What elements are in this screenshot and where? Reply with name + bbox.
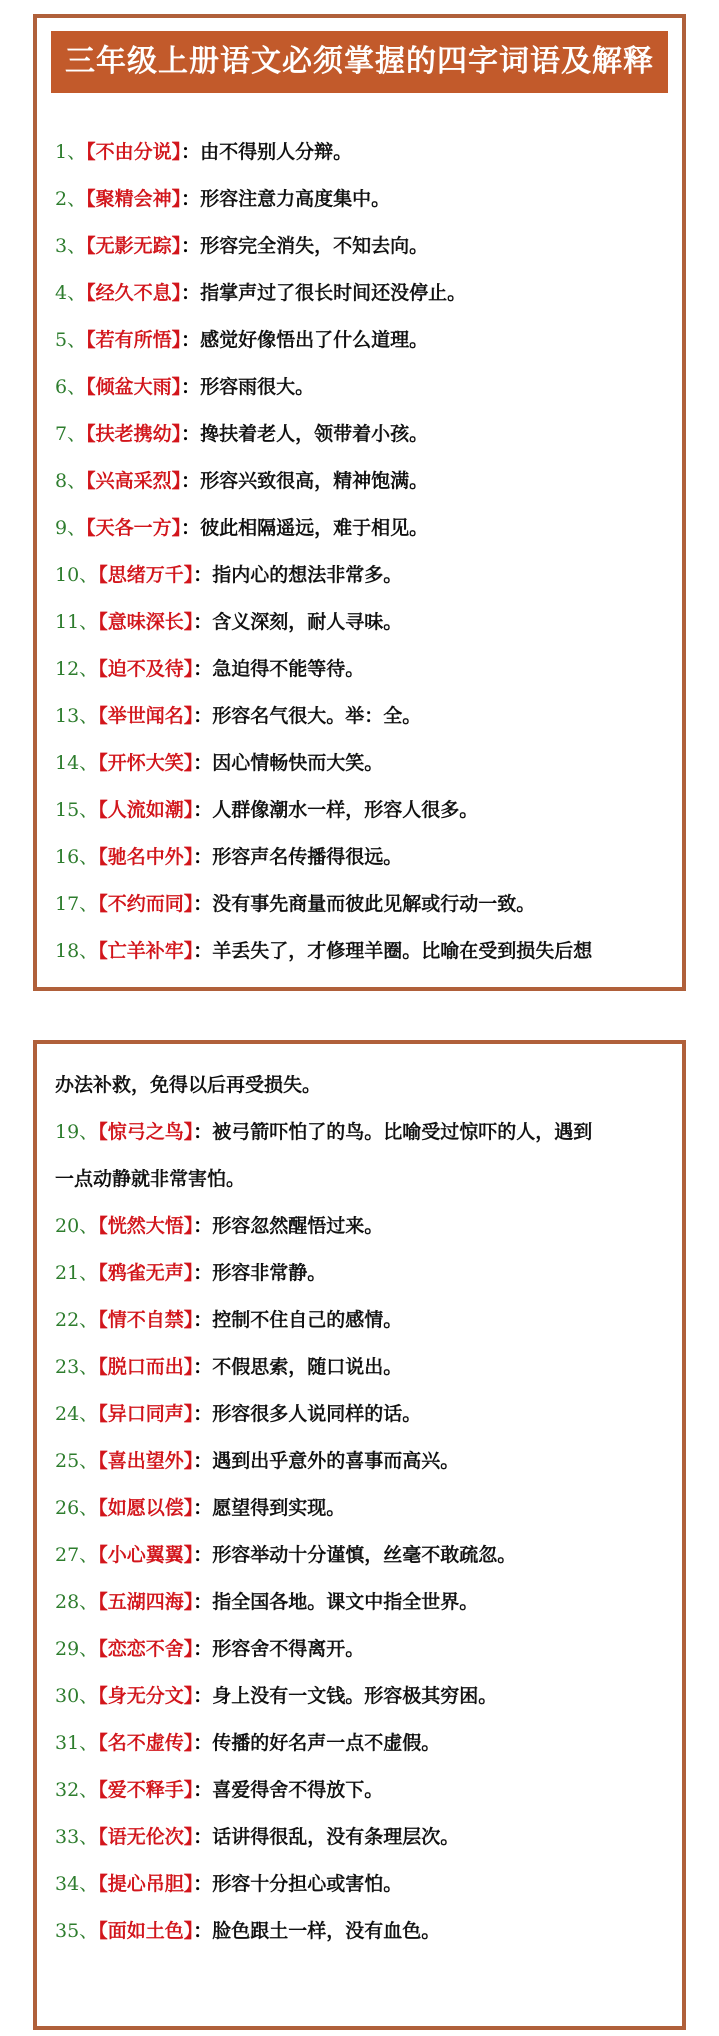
vocab-entry — [55, 787, 672, 834]
entry-definition: 传播的好名声一点不虚假。 — [212, 1732, 441, 1754]
vocab-entry — [55, 1579, 672, 1626]
vocab-entry — [55, 1532, 672, 1579]
entry-definition: 因心情畅快而大笑。 — [212, 752, 384, 774]
entry-number: 15、 — [55, 799, 99, 821]
entry-definition: 形容完全消失，不知去向。 — [200, 235, 429, 257]
entry-term: 【思绪万千】 — [98, 564, 194, 586]
vocab-entry — [55, 1767, 672, 1814]
entry-colon: ： — [181, 470, 201, 492]
vocab-entry — [55, 646, 672, 693]
vocab-entry — [55, 1720, 672, 1767]
entry-number: 34、 — [55, 1873, 99, 1895]
entry-number: 28、 — [55, 1591, 99, 1613]
entry-colon: ： — [193, 752, 213, 774]
entry-term: 【鸦雀无声】 — [98, 1262, 194, 1284]
entry-colon: ： — [193, 1638, 213, 1660]
entry-colon: ： — [193, 658, 213, 680]
entry-number: 23、 — [55, 1356, 99, 1378]
entry-number: 31、 — [55, 1732, 99, 1754]
vocab-entry — [55, 1109, 672, 1156]
entry-number: 24、 — [55, 1403, 99, 1425]
entry-definition: 愿望得到实现。 — [212, 1497, 346, 1519]
vocab-entry — [55, 505, 672, 552]
vocab-entry — [55, 740, 672, 787]
entry-colon: ： — [193, 1920, 213, 1942]
entry-number: 14、 — [55, 752, 99, 774]
entry-definition: 脸色跟土一样，没有血色。 — [212, 1920, 441, 1942]
entry-colon: ： — [193, 1685, 213, 1707]
entry-definition: 急迫得不能等待。 — [212, 658, 365, 680]
entry-colon: ： — [181, 517, 201, 539]
entry-definition: 人群像潮水一样，形容人很多。 — [212, 799, 479, 821]
entry-definition: 遇到出乎意外的喜事而高兴。 — [212, 1450, 460, 1472]
entry-term: 【恍然大悟】 — [98, 1215, 194, 1237]
continuation-text: 一点动静就非常害怕。 — [55, 1168, 246, 1190]
vocab-entry — [55, 1908, 672, 1955]
entry-colon: ： — [181, 282, 201, 304]
vocab-entry — [55, 881, 672, 928]
vocab-entry — [55, 129, 672, 176]
entry-number: 26、 — [55, 1497, 99, 1519]
entry-colon: ： — [193, 1450, 213, 1472]
entry-term: 【情不自禁】 — [98, 1309, 194, 1331]
entry-colon: ： — [193, 1215, 213, 1237]
entry-definition: 身上没有一文钱。形容极其穷困。 — [212, 1685, 498, 1707]
entry-term: 【惊弓之鸟】 — [98, 1121, 194, 1143]
entry-number: 17、 — [55, 893, 99, 915]
entry-colon: ： — [193, 846, 213, 868]
entry-term: 【举世闻名】 — [98, 705, 194, 727]
vocab-list-2-entries — [55, 1203, 672, 1955]
entry-number: 35、 — [55, 1920, 99, 1942]
entry-term: 【提心吊胆】 — [98, 1873, 194, 1895]
vocab-entry — [55, 599, 672, 646]
vocab-list-2 — [37, 1044, 682, 1955]
vocab-entry — [55, 458, 672, 505]
entry-number: 7、 — [55, 423, 87, 445]
vocab-entry — [55, 176, 672, 223]
entry-colon: ： — [193, 799, 213, 821]
vocab-entry — [55, 552, 672, 599]
entry-colon: ： — [193, 1356, 213, 1378]
entry-term: 【喜出望外】 — [98, 1450, 194, 1472]
vocab-entry — [55, 834, 672, 881]
entry-colon: ： — [181, 235, 201, 257]
entry-term: 【聚精会神】 — [86, 188, 182, 210]
entry-term: 【不约而同】 — [98, 893, 194, 915]
entry-number: 4、 — [55, 282, 87, 304]
vocab-entry — [55, 1203, 672, 1250]
entry-term: 【亡羊补牢】 — [98, 940, 194, 962]
entry-term: 【兴高采烈】 — [86, 470, 182, 492]
vocab-list-1 — [37, 93, 682, 975]
entry-definition: 形容十分担心或害怕。 — [212, 1873, 403, 1895]
entry-term: 【不由分说】 — [86, 141, 182, 163]
vocab-entry — [55, 1344, 672, 1391]
entry-term: 【天各一方】 — [86, 517, 182, 539]
entry-colon: ： — [193, 1591, 213, 1613]
entry-definition: 形容忽然醒悟过来。 — [212, 1215, 384, 1237]
entry-term: 【身无分文】 — [98, 1685, 194, 1707]
entry-definition: 搀扶着老人，领带着小孩。 — [200, 423, 429, 445]
entry-term: 【爱不释手】 — [98, 1779, 194, 1801]
entry-term: 【驰名中外】 — [98, 846, 194, 868]
entry-number: 8、 — [55, 470, 87, 492]
entry-definition: 话讲得很乱，没有条理层次。 — [212, 1826, 460, 1848]
entry-term: 【恋恋不舍】 — [98, 1638, 194, 1660]
entry-number: 21、 — [55, 1262, 99, 1284]
entry-term: 【语无伦次】 — [98, 1826, 194, 1848]
entry-definition: 形容名气很大。举：全。 — [212, 705, 422, 727]
entry-definition: 形容举动十分谨慎，丝毫不敢疏忽。 — [212, 1544, 517, 1566]
entry-definition: 被弓箭吓怕了的鸟。比喻受过惊吓的人，遇到 — [212, 1121, 593, 1143]
vocab-entry — [55, 928, 672, 975]
entry-term: 【意味深长】 — [98, 611, 194, 633]
entry-colon: ： — [193, 1497, 213, 1519]
entry-definition: 羊丢失了，才修理羊圈。比喻在受到损失后想 — [212, 940, 593, 962]
entry-term: 【倾盆大雨】 — [86, 376, 182, 398]
entry-number: 13、 — [55, 705, 99, 727]
vocab-entry — [55, 1250, 672, 1297]
entry-definition: 形容雨很大。 — [200, 376, 315, 398]
entry-term: 【人流如潮】 — [98, 799, 194, 821]
entry-term: 【开怀大笑】 — [98, 752, 194, 774]
entry-definition: 感觉好像悟出了什么道理。 — [200, 329, 429, 351]
vocab-entry — [55, 270, 672, 317]
entry-term: 【经久不息】 — [86, 282, 182, 304]
entry-number: 18、 — [55, 940, 99, 962]
entry-colon: ： — [193, 1309, 213, 1331]
entry-colon: ： — [193, 1732, 213, 1754]
entry-definition: 指全国各地。课文中指全世界。 — [212, 1591, 479, 1613]
entry-definition: 形容声名传播得很远。 — [212, 846, 403, 868]
entry-definition: 不假思索，随口说出。 — [212, 1356, 403, 1378]
entry-term: 【迫不及待】 — [98, 658, 194, 680]
entry-number: 22、 — [55, 1309, 99, 1331]
entry-term: 【脱口而出】 — [98, 1356, 194, 1378]
entry-colon: ： — [193, 940, 213, 962]
entry-number: 5、 — [55, 329, 87, 351]
entry-definition: 形容舍不得离开。 — [212, 1638, 365, 1660]
entry-number: 3、 — [55, 235, 87, 257]
entry-definition: 形容兴致很高，精神饱满。 — [200, 470, 429, 492]
vocab-entry — [55, 693, 672, 740]
entry-number: 16、 — [55, 846, 99, 868]
vocab-entry — [55, 223, 672, 270]
entry-colon: ： — [181, 376, 201, 398]
entry-number: 20、 — [55, 1215, 99, 1237]
entry-colon: ： — [193, 1262, 213, 1284]
entry-colon: ： — [181, 329, 201, 351]
vocab-entry — [55, 1673, 672, 1720]
entry-definition: 指掌声过了很长时间还没停止。 — [200, 282, 467, 304]
entry-colon: ： — [193, 611, 213, 633]
entry-colon: ： — [193, 1403, 213, 1425]
entry-term: 【面如土色】 — [98, 1920, 194, 1942]
entry-number: 9、 — [55, 517, 87, 539]
entry-colon: ： — [193, 1826, 213, 1848]
entry-definition: 形容非常静。 — [212, 1262, 327, 1284]
entry-term: 【小心翼翼】 — [98, 1544, 194, 1566]
entry-number: 30、 — [55, 1685, 99, 1707]
entry-colon: ： — [193, 893, 213, 915]
entry-definition: 形容注意力高度集中。 — [200, 188, 391, 210]
entry-colon: ： — [193, 705, 213, 727]
vocab-card-1 — [33, 14, 686, 991]
vocab-entry — [55, 1438, 672, 1485]
entry-colon: ： — [181, 188, 201, 210]
entry-colon: ： — [193, 1873, 213, 1895]
entry-number: 2、 — [55, 188, 87, 210]
entry-colon: ： — [193, 1779, 213, 1801]
entry-number: 29、 — [55, 1638, 99, 1660]
vocab-entry — [55, 1485, 672, 1532]
entry-term: 【名不虚传】 — [98, 1732, 194, 1754]
entry-colon: ： — [181, 141, 201, 163]
entry-number: 6、 — [55, 376, 87, 398]
vocab-entry — [55, 1391, 672, 1438]
entry-definition: 没有事先商量而彼此见解或行动一致。 — [212, 893, 536, 915]
vocab-entry — [55, 1861, 672, 1908]
entry-term: 【扶老携幼】 — [86, 423, 182, 445]
entry-definition: 由不得别人分辩。 — [200, 141, 353, 163]
vocab-entry — [55, 364, 672, 411]
entry-definition: 彼此相隔遥远，难于相见。 — [200, 517, 429, 539]
page-title: 三年级上册语文必须掌握的四字词语及解释 — [51, 31, 668, 93]
vocab-entry — [55, 1814, 672, 1861]
vocab-entry — [55, 317, 672, 364]
entry-definition: 形容很多人说同样的话。 — [212, 1403, 422, 1425]
entry-term: 【五湖四海】 — [98, 1591, 194, 1613]
entry-term: 【如愿以偿】 — [98, 1497, 194, 1519]
entry-colon: ： — [193, 1544, 213, 1566]
entry-definition: 喜爱得舍不得放下。 — [212, 1779, 384, 1801]
vocab-entry — [55, 1626, 672, 1673]
entry-number: 25、 — [55, 1450, 99, 1472]
entry-number: 33、 — [55, 1826, 99, 1848]
continuation-text: 办法补救，免得以后再受损失。 — [55, 1074, 322, 1096]
entry-number: 11、 — [55, 611, 99, 633]
entry-colon: ： — [181, 423, 201, 445]
entry-number: 19、 — [55, 1121, 99, 1143]
entry-colon: ： — [193, 1121, 213, 1143]
vocab-entry — [55, 411, 672, 458]
entry-number: 10、 — [55, 564, 99, 586]
entry-number: 27、 — [55, 1544, 99, 1566]
vocab-entry — [55, 1297, 672, 1344]
entry-number: 32、 — [55, 1779, 99, 1801]
entry-term: 【无影无踪】 — [86, 235, 182, 257]
entry-term: 【异口同声】 — [98, 1403, 194, 1425]
entry-definition: 控制不住自己的感情。 — [212, 1309, 403, 1331]
entry-term: 【若有所悟】 — [86, 329, 182, 351]
vocab-card-2 — [33, 1040, 686, 2030]
entry-number: 12、 — [55, 658, 99, 680]
entry-definition: 指内心的想法非常多。 — [212, 564, 403, 586]
entry-number: 1、 — [55, 141, 87, 163]
entry-colon: ： — [193, 564, 213, 586]
entry-definition: 含义深刻，耐人寻味。 — [212, 611, 403, 633]
